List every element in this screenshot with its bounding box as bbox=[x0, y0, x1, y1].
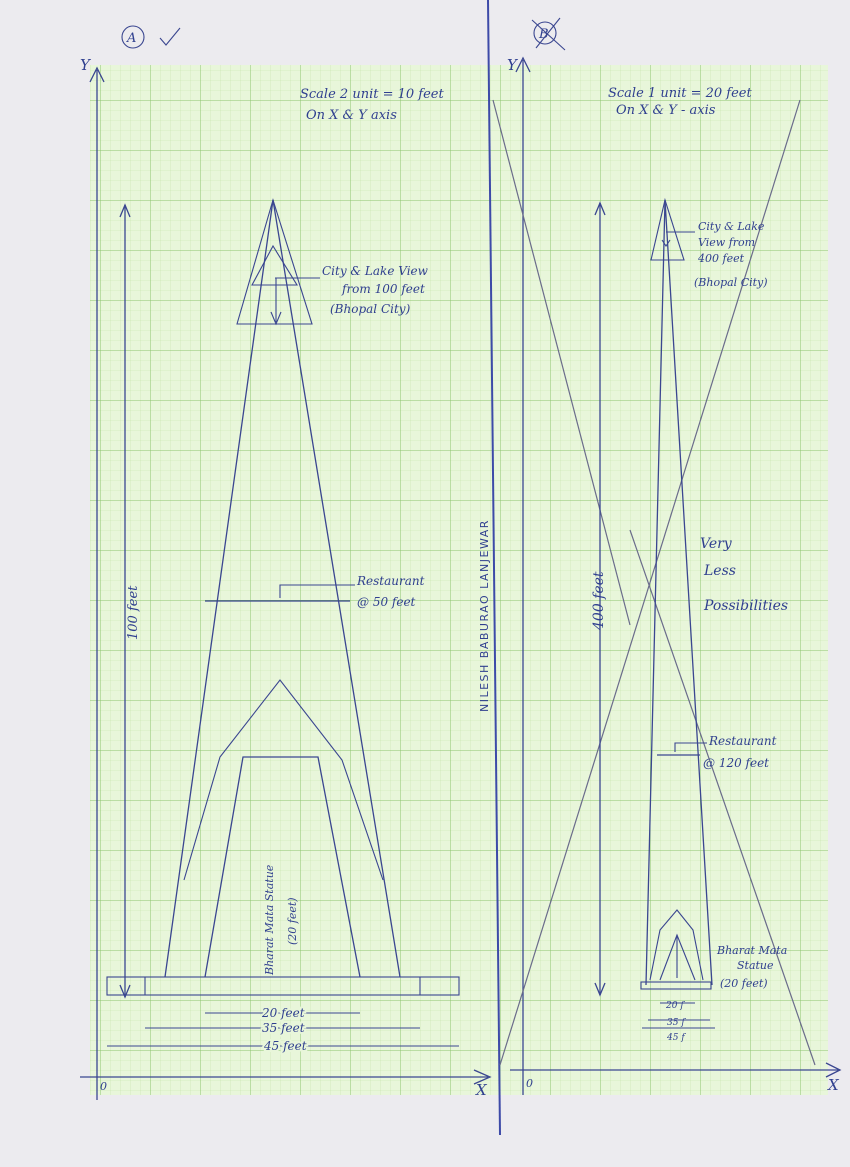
b-dim-2-label: 35 f bbox=[667, 1018, 685, 1028]
b-axis-y-label: Y bbox=[507, 56, 517, 74]
a-scale-axes-text: On X & Y axis bbox=[306, 108, 397, 123]
checkmark-icon bbox=[160, 28, 180, 45]
a-restaurant-label: Restaurant bbox=[357, 574, 425, 588]
a-view-label-2: from 100 feet bbox=[342, 282, 425, 296]
a-view-label-3: (Bhopal City) bbox=[330, 302, 411, 316]
a-origin-label: 0 bbox=[100, 1080, 107, 1093]
a-dim-1-label: 20 feet bbox=[262, 1006, 305, 1020]
panel-a-label: A bbox=[127, 31, 137, 46]
b-restaurant-height: @ 120 feet bbox=[703, 756, 769, 770]
a-height-label: 100 feet bbox=[126, 585, 141, 640]
b-view-label-3: 400 feet bbox=[698, 252, 745, 265]
panel-b-label: B bbox=[539, 27, 549, 42]
b-statue-label-1: Bharat Mata bbox=[717, 944, 788, 957]
a-restaurant-height: @ 50 feet bbox=[357, 595, 416, 609]
b-view-label-4: (Bhopal City) bbox=[694, 276, 768, 289]
a-dim-2-label: 35 feet bbox=[262, 1021, 305, 1035]
b-origin-label: 0 bbox=[526, 1077, 533, 1090]
b-dim-1-label: 20 f bbox=[666, 1001, 684, 1011]
b-note-3: Possibilities bbox=[704, 598, 789, 614]
author-name: NILESH BABURAO LANJEWAR bbox=[478, 519, 491, 712]
a-axis-x-label: X bbox=[476, 1081, 487, 1099]
b-dim-3-label: 45 f bbox=[667, 1033, 685, 1043]
a-statue-label: Bharat Mata Statue bbox=[263, 864, 276, 975]
b-statue-label-3: (20 feet) bbox=[720, 977, 768, 990]
a-axis-y-label: Y bbox=[80, 56, 90, 74]
b-note-1: Very bbox=[700, 536, 732, 552]
b-axis-x-label: X bbox=[828, 1076, 839, 1094]
b-height-label: 400 feet bbox=[591, 571, 607, 630]
b-restaurant-label: Restaurant bbox=[709, 734, 777, 748]
a-dim-3-label: 45 feet bbox=[264, 1039, 307, 1053]
a-scale-text: Scale 2 unit = 10 feet bbox=[300, 87, 444, 102]
b-scale-text: Scale 1 unit = 20 feet bbox=[608, 86, 752, 101]
b-view-label-2: View from bbox=[698, 236, 756, 249]
b-scale-axes-text: On X & Y - axis bbox=[616, 103, 716, 118]
a-statue-height: (20 feet) bbox=[286, 897, 299, 945]
b-note-2: Less bbox=[704, 563, 736, 579]
b-statue-label-2: Statue bbox=[737, 959, 774, 972]
b-view-label-1: City & Lake bbox=[698, 220, 765, 233]
a-view-label-1: City & Lake View bbox=[322, 264, 428, 278]
